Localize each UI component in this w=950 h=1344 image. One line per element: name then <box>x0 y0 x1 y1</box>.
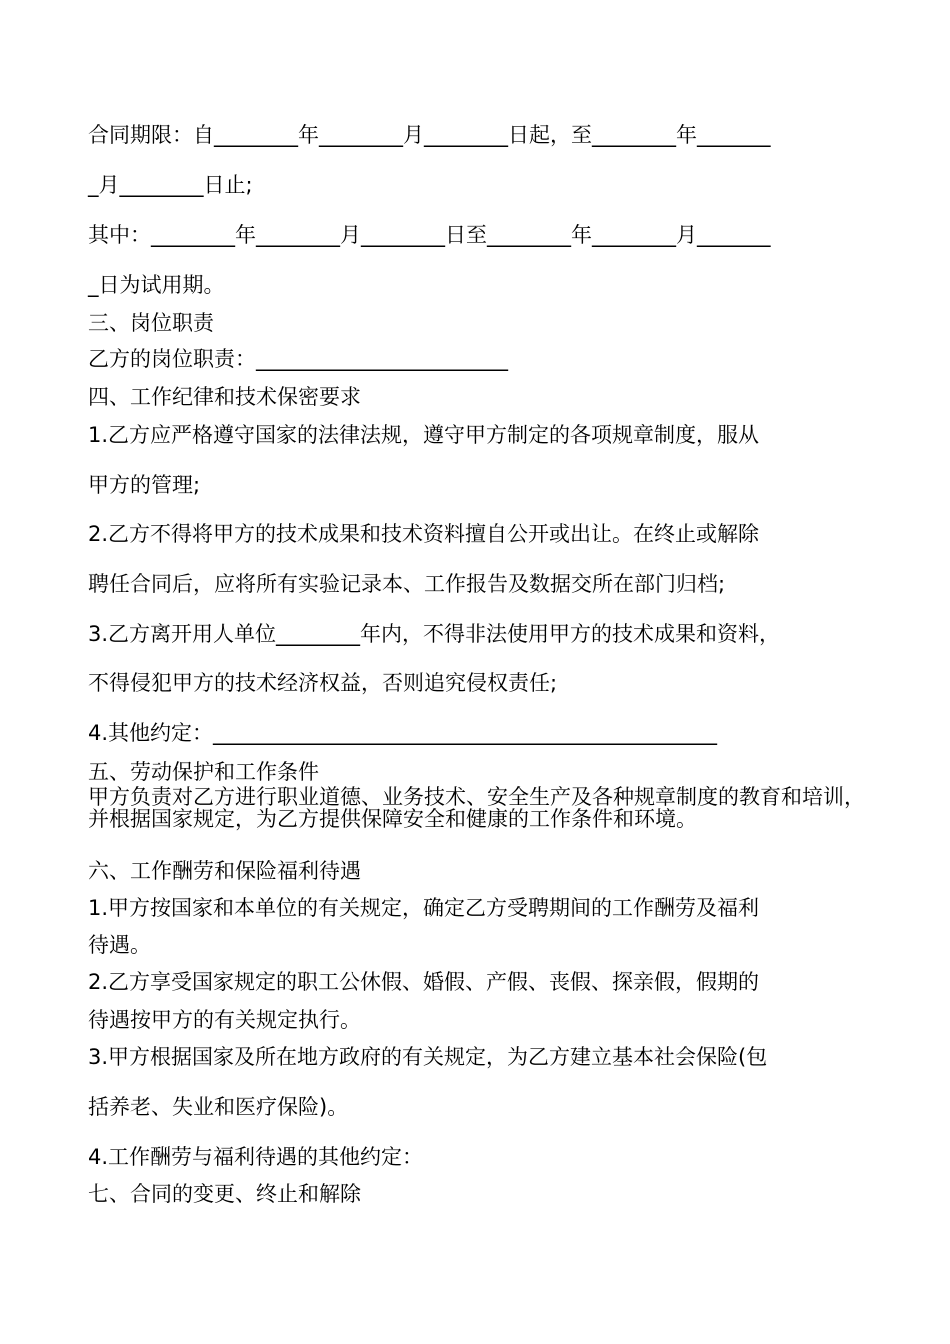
clause-4-3: 3.乙方离开用人单位________年内，不得非法使用甲方的技术成果和资料， <box>88 622 781 646</box>
clause-4-1: 1.乙方应严格遵守国家的法律法规，遵守甲方制定的各项规章制度，服从 <box>88 423 760 447</box>
section-heading-5: 五、劳动保护和工作条件 <box>88 760 319 784</box>
clause-4-1-cont: 甲方的管理; <box>88 473 201 497</box>
clause-4-4: 4.其他约定：________________________________________________ <box>88 721 718 745</box>
duties-line: 乙方的岗位职责：________________________ <box>88 347 508 371</box>
clause-6-1-cont: 待遇。 <box>88 933 151 957</box>
clause-6-3-cont: 括养老、失业和医疗保险)。 <box>88 1095 349 1119</box>
section-heading-7: 七、合同的变更、终止和解除 <box>88 1182 361 1206</box>
clause-6-2: 2.乙方享受国家规定的职工公休假、婚假、产假、丧假、探亲假，假期的 <box>88 970 760 994</box>
probation-line-cont: _日为试用期。 <box>88 273 225 297</box>
contract-term-line-cont: _月________日止; <box>88 173 253 197</box>
clause-4-2-cont: 聘任合同后，应将所有实验记录本、工作报告及数据交所在部门归档; <box>88 572 726 596</box>
conditions-paragraph: 甲方负责对乙方进行职业道德、业务技术、安全生产及各种规章制度的教育和培训，并根据国家规定，为乙方提供保障安全和健康的工作条件和环境。 <box>88 785 865 831</box>
contract-term-line: 合同期限：自________年________月________日起，至________年_______ <box>88 123 771 147</box>
section-heading-6: 六、工作酬劳和保险福利待遇 <box>88 859 361 883</box>
clause-6-4: 4.工作酬劳与福利待遇的其他约定： <box>88 1145 424 1169</box>
clause-4-2: 2.乙方不得将甲方的技术成果和技术资料擅自公开或出让。在终止或解除 <box>88 522 760 546</box>
clause-6-3: 3.甲方根据国家及所在地方政府的有关规定，为乙方建立基本社会保险(包 <box>88 1045 768 1069</box>
probation-line: 其中：________年________月________日至________年________月_______ <box>88 223 771 247</box>
clause-6-1: 1.甲方按国家和本单位的有关规定，确定乙方受聘期间的工作酬劳及福利 <box>88 896 760 920</box>
section-heading-4: 四、工作纪律和技术保密要求 <box>88 385 361 409</box>
section-heading-3: 三、岗位职责 <box>88 311 214 335</box>
clause-6-2-cont: 待遇按甲方的有关规定执行。 <box>88 1008 361 1032</box>
clause-4-3-cont: 不得侵犯甲方的技术经济权益，否则追究侵权责任; <box>88 671 558 695</box>
